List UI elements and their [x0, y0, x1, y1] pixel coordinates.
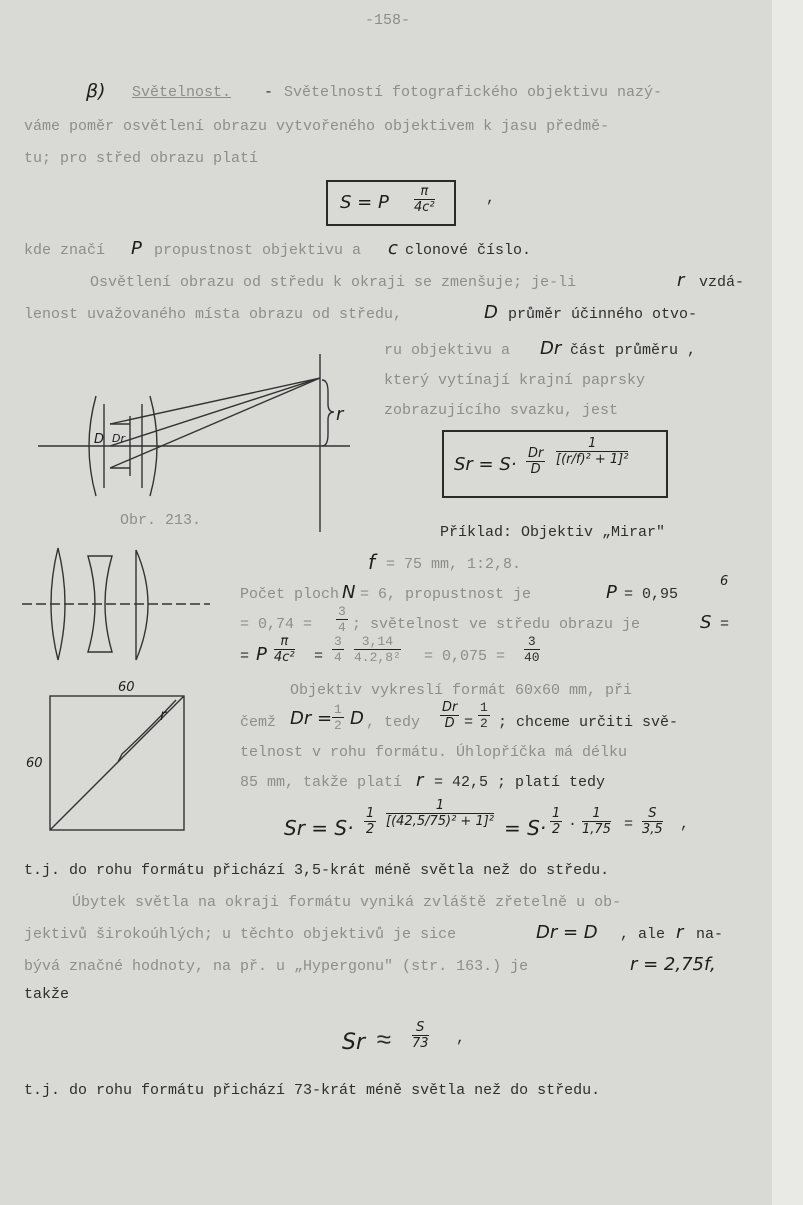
label-r: r: [336, 404, 344, 425]
text-paragraph-5: bývá značné hodnoty, na př. u „Hypergonu" (str. 163.) je: [24, 958, 529, 975]
example-line-2: = 75 mm, 1:2,8.: [386, 556, 522, 573]
label-D: D: [94, 432, 105, 447]
document-page: -158- β) Světelnost. - Světelností fotografického objektivu nazý- váme poměr osvětlení obrazu vytvořeného objektivem k jasu předmě- tu; pro střed obrazu platí S = P $\frac{\pi}{\text{4c²}}$ , kde značí P propustnost objektivu a c clonové číslo. Osvětlení obrazu od středu k okraji se zmenšuje; je-li r vzdá- lenost uvažovaného místa obrazu od středu, D průměr účinného otvo- ru objektivu a Dr část průměru , který vytínají krajní paprsky zobrazujícího svazku, jest Sr = S· $\frac{Dr}{D}$ $\frac{1}{\text{[(r/f)² + 1]²}}$ Obr. 213. Příklad: Objektiv „Mirar" f = 75 mm, 1:2,8. Počet ploch N = 6, propustnost je P = 0,95 6 = 0,74 = $\frac{3}{4}$ ; světelnost ve středu obrazu je S = = P $\frac{\pi}{\text{4c²}}$ = $\frac{3}{4}$ $\frac{3,14}{\text{4.2,8²}}$ = 0,075 = $\frac{3}{40}$ Objektiv vykreslí formát 60x60 mm, při čemž Dr = $\frac{1}{2}$ D , tedy $\frac{Dr}{D}$ = $\frac{1}{2}$ ; chceme určiti svě- telnost v rohu formátu. Úhlopříčka má délku 85 mm, takže platí r = 42,5 ; platí tedy Sr = S· $\frac{1}{2}$ $\frac{1}{\text{[(42,5/75)² + 1]²}}$ = S· $\frac{1}{2}$ · $\frac{1}{1,75}$ = $\frac{S}{3,5}$ , t.j. do rohu formátu přichází 3,5-krát méně světla než do středu. Úbytek světla na okraji formátu vyniká zvláště zřetelně u ob- jektivů širokoúhlých; u těchto objektivů je sice Dr = D , ale r na- bývá značné hodnoty, na př. u „Hypergonu" (str. 163.) je r = 2,75f, takže Sr ≈ $\frac{S}{73}$ , t.j. do rohu formátu přichází 73-krát méně světla než do středu. D Dr r 60 60 r: [0, 0, 772, 1205]
example-line-7: čemž: [240, 714, 277, 731]
text-line-5: Osvětlení obrazu od středu k okraji se zmenšuje; je-li: [90, 274, 577, 291]
ray-upper: [110, 378, 320, 424]
example-line-9: 85 mm, takže platí: [240, 774, 403, 791]
section-title: Světelnost.: [132, 84, 232, 101]
text-line-7: ru objektivu a: [384, 342, 511, 359]
text-paragraph-3: Úbytek světla na okraji formátu vyniká zvláště zřetelně u ob-: [72, 894, 622, 911]
text-line-2: váme poměr osvětlení obrazu vytvořeného objektivem k jasu předmě-: [24, 118, 610, 135]
dim-60-left: 60: [26, 756, 43, 771]
formula-10: Sr = S·: [284, 816, 354, 840]
text-line-6: lenost uvažovaného místa obrazu od středu,: [24, 306, 403, 323]
label-Dr: Dr: [112, 432, 125, 445]
r-brace: [322, 380, 334, 446]
formula-box-1: S = P $\frac{\pi}{\text{4c²}}$: [326, 180, 456, 226]
text-line-1: Světelností fotografického objektivu nazý-: [284, 84, 663, 101]
text-line-9: zobrazujícího svazku, jest: [384, 402, 619, 419]
section-marker: β): [86, 80, 106, 102]
section-dash: -: [264, 84, 274, 101]
final-formula: Sr: [342, 1030, 366, 1055]
page-number: -158-: [365, 12, 411, 29]
example-line-6: Objektiv vykreslí formát 60x60 mm, při: [290, 682, 633, 699]
example-line-8: telnost v rohu formátu. Úhlopříčka má délku: [240, 744, 628, 761]
figure-caption: Obr. 213.: [120, 512, 202, 529]
text-line-3: tu; pro střed obrazu platí: [24, 150, 259, 167]
example-line-1: Příklad: Objektiv „Mirar": [440, 524, 666, 541]
text-line-4: kde značí: [24, 242, 106, 259]
page-edge: [772, 0, 803, 1205]
example-line-4: = 0,74 =: [240, 616, 313, 633]
comma-1: ,: [486, 190, 496, 207]
dim-60-top: 60: [118, 680, 135, 695]
example-line-3: Počet ploch: [240, 586, 340, 603]
lens-element-3: [136, 550, 148, 660]
text-paragraph-2: t.j. do rohu formátu přichází 3,5-krát méně světla než do středu.: [24, 862, 610, 879]
formula-box-2: Sr = S· $\frac{Dr}{D}$ $\frac{1}{\text{[(r/f)² + 1]²}}$: [442, 430, 668, 498]
label-r-square: r: [160, 706, 167, 724]
text-paragraph-6: t.j. do rohu formátu přichází 73-krát méně světla než do středu.: [24, 1082, 601, 1099]
text-line-8: který vytínají krajní paprsky: [384, 372, 646, 389]
text-paragraph-4: jektivů širokoúhlých; u těchto objektivů je sice: [24, 926, 457, 943]
